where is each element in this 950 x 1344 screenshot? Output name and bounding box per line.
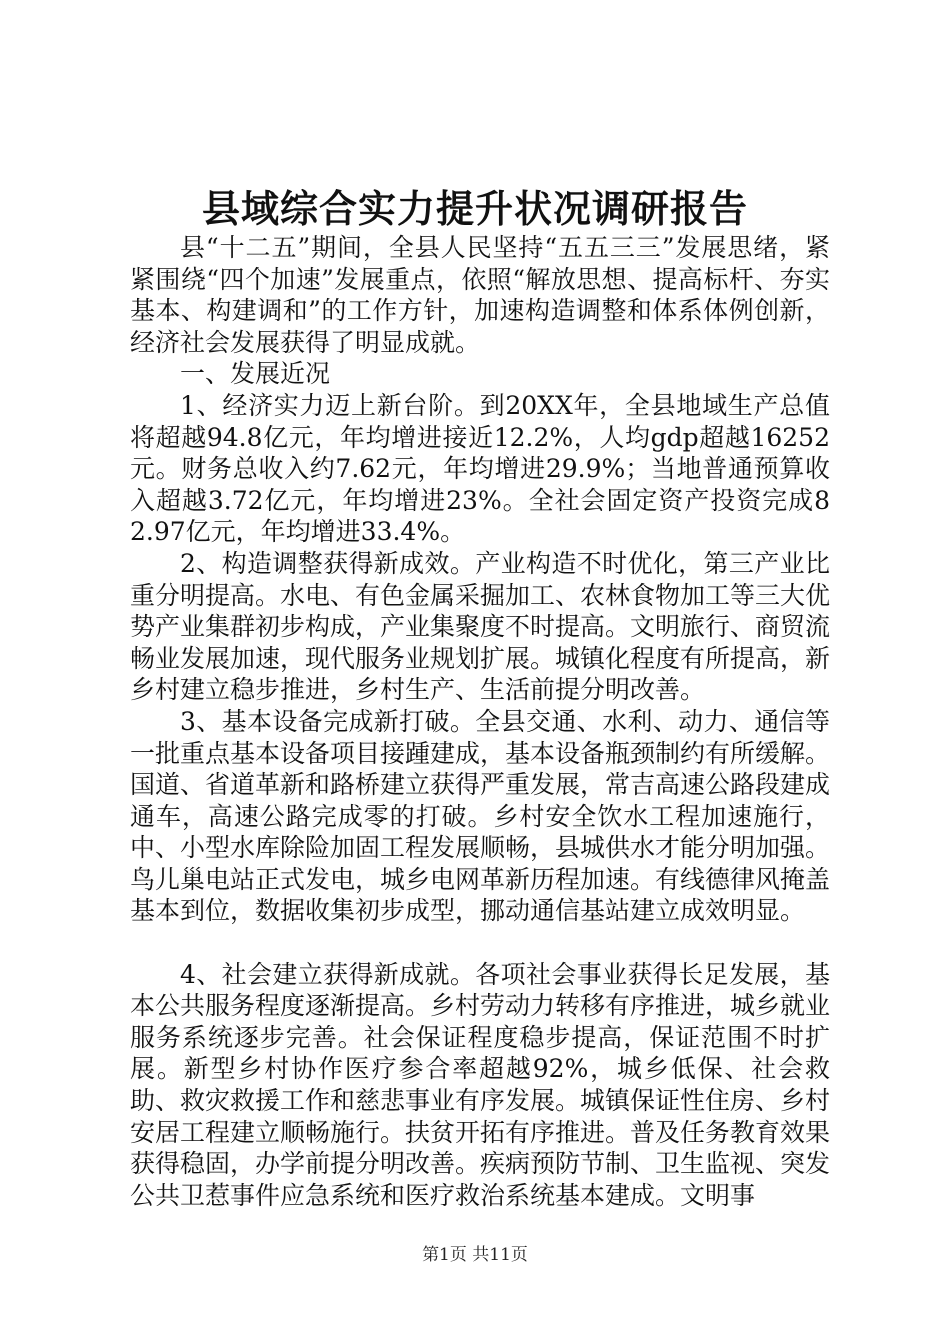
paragraph-structural-adjustment: 2、构造调整获得新成效。产业构造不时优化，第三产业比重分明提高。水电、有色金属采掘加工、农林食物加工等三大优势产业集群初步构成，产业集聚度不时提高。文明旅行、商贸流畅业发展加速，现代服务业规划扩展。城镇化程度有所提高，新乡村建立稳步推进，乡村生产、生活前提分明改善。 xyxy=(130,548,831,705)
paragraph-social-construction: 4、社会建立获得新成就。各项社会事业获得长足发展，基本公共服务程度逐渐提高。乡村劳动力转移有序推进，城乡就业服务系统逐步完善。社会保证程度稳步提高，保证范围不时扩展。新型乡村协作医疗参合率超越92%，城乡低保、社会救助、救灾救援工作和慈悲事业有序发展。城镇保证性住房、乡村安居工程建立顺畅施行。扶贫开拓有序推进。普及任务教育效果获得稳固，办学前提分明改善。疾病预防节制、卫生监视、突发公共卫惹事件应急系统和医疗救治系统基本建成。文明事 xyxy=(130,959,831,1210)
paragraph-economic-strength: 1、经济实力迈上新台阶。到20XX年，全县地域生产总值将超越94.8亿元，年均增进接近12.2%，人均gdp超越16252元。财务总收入约7.62元，年均增进29.9%；当地普通预算收入超越3.72亿元，年均增进23%。全社会固定资产投资完成82.97亿元，年均增进33.4%。 xyxy=(130,390,830,547)
page-number-footer: 第1页 共11页 xyxy=(422,1245,528,1265)
paragraph-infrastructure: 3、基本设备完成新打破。全县交通、水利、动力、通信等一批重点基本设备项目接踵建成，基本设备瓶颈制约有所缓解。国道、省道革新和路桥建立获得严重发展，常吉高速公路段建成通车，高速公路完成零的打破。乡村安全饮水工程加速施行，中、小型水库除险加固工程发展顺畅，县城供水才能分明加强。鸟儿巢电站正式发电，城乡电网革新历程加速。有线德律风掩盖基本到位，数据收集初步成型，挪动通信基站建立成效明显。 xyxy=(130,706,831,926)
intro-paragraph: 县“十二五”期间，全县人民坚持“五五三三”发展思绪，紧紧围绕“四个加速”发展重点，依照“解放思想、提高标杆、夯实基本、构建调和”的工作方针，加速构造调整和体系体例创新，经济社会发展获得了明显成就。 xyxy=(130,233,830,357)
section-heading-development-status: 一、发展近况 xyxy=(180,359,331,389)
document-body xyxy=(130,232,830,1211)
document-title: 县域综合实力提升状况调研报告 xyxy=(201,186,748,231)
